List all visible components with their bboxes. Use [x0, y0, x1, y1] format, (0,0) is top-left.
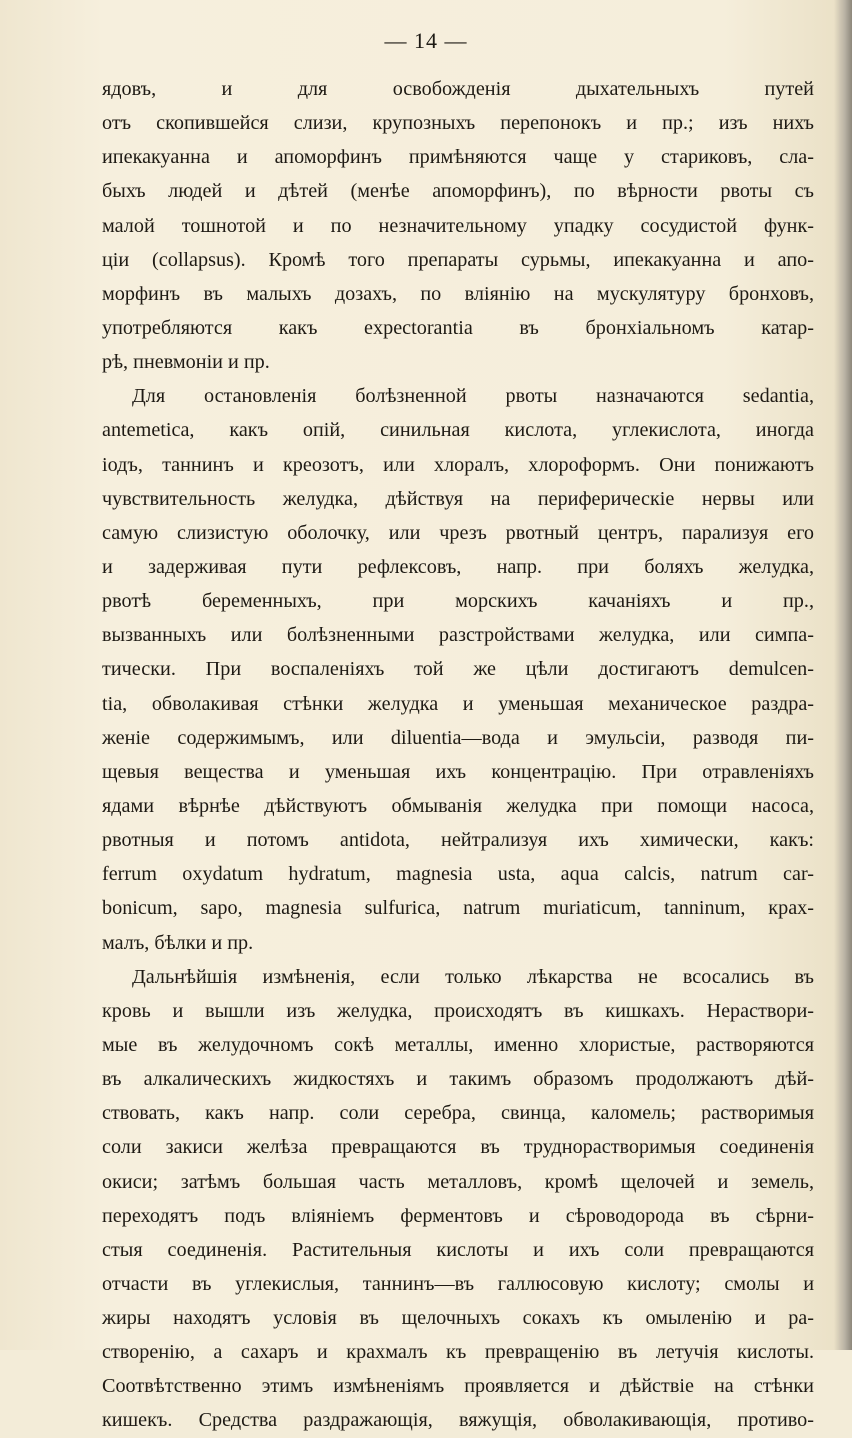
text-line: ствовать, какъ напр. соли серебра, свинца, каломель; растворимыя: [102, 1102, 814, 1125]
text-line: отъ скопившейся слизи, крупозныхъ перепонокъ и пр.; изъ нихъ: [102, 112, 814, 135]
text-line: переходятъ подъ влiянiемъ ферментовъ и сѣроводорода въ сѣрни-: [102, 1204, 814, 1227]
text-line: соли закиси желѣза превращаются въ труднорастворимыя соединенiя: [102, 1136, 814, 1159]
text-line: створенiю, а сахаръ и крахмалъ къ превращенiю въ летучiя кислоты.: [102, 1341, 814, 1364]
text-line: tia, обволакивая стѣнки желудка и уменьшая механическое раздра-: [102, 692, 814, 715]
text-line: ипекакуанна и апоморфинъ примѣняются чаще у стариковъ, сла-: [102, 146, 814, 169]
text-line: bonicum, sapo, magnesia sulfurica, natrum muriaticum, tanninum, крах-: [102, 897, 814, 920]
text-line: чувствительность желудка, дѣйствуя на периферическiе нервы или: [102, 487, 814, 510]
text-line: Соотвѣтственно этимъ измѣненiямъ проявляется и дѣйствiе на стѣнки: [102, 1375, 814, 1398]
text-line: въ алкалическихъ жидкостяхъ и такимъ образомъ продолжаютъ дѣй-: [102, 1068, 814, 1091]
text-line: быхъ людей и дѣтей (менѣе апоморфинъ), по вѣрности рвоты съ: [102, 180, 814, 203]
text-line: Дальнѣйшiя измѣненiя, если только лѣкарства не всосались въ: [132, 965, 814, 988]
text-line: женiе содержимымъ, или diluentia—вода и эмульсiи, разводя пи-: [102, 726, 814, 749]
text-line: Для остановленiя болѣзненной рвоты назначаются sedantia,: [132, 385, 814, 408]
text-line: кровь и вышли изъ желудка, происходятъ въ кишкахъ. Нераствори-: [102, 999, 814, 1022]
text-line: вызванныхъ или болѣзненными разстройствами желудка, или симпа-: [102, 624, 814, 647]
body-text: [102, 72, 814, 1438]
text-line: тически. При воспаленiяхъ той же цѣли достигаютъ demulcen-: [102, 658, 814, 681]
text-line: малъ, бѣлки и пр.: [102, 931, 254, 954]
text-line: морфинъ въ малыхъ дозахъ, по влiянiю на мускулятуру бронховъ,: [102, 282, 814, 305]
page-number: — 14 —: [384, 28, 468, 53]
text-line: рвотѣ беременныхъ, при морскихъ качанiяхъ и пр.,: [102, 590, 814, 613]
text-line: цiи (collapsus). Кромѣ того препараты сурьмы, ипекакуанна и апо-: [102, 248, 814, 271]
text-line: жиры находятъ условiя въ щелочныхъ сокахъ къ омыленiю и ра-: [102, 1307, 814, 1330]
text-line: самую слизистую оболочку, или чрезъ рвотный центръ, парализуя его: [102, 521, 814, 544]
text-line: iодъ, таннинъ и креозотъ, или хлоралъ, хлороформъ. Они понижаютъ: [102, 453, 814, 476]
text-line: рѣ, пневмонiи и пр.: [102, 351, 270, 374]
text-line: малой тошнотой и по незначительному упадку сосудистой функ-: [102, 214, 814, 237]
text-line: рвотныя и потомъ antidota, нейтрализуя ихъ химически, какъ:: [102, 829, 814, 852]
text-line: окиси; затѣмъ большая часть металловъ, кромѣ щелочей и земель,: [102, 1170, 814, 1193]
text-line: ядовъ, и для освобожденiя дыхательныхъ путей: [102, 78, 814, 100]
text-line: и задерживая пути рефлексовъ, напр. при боляхъ желудка,: [102, 555, 814, 578]
text-line: щевыя вещества и уменьшая ихъ концентрацiю. При отравленiяхъ: [102, 760, 814, 783]
text-line: ядами вѣрнѣе дѣйствуютъ обмыванiя желудка при помощи насоса,: [102, 794, 814, 817]
text-line: ferrum oxydatum hydratum, magnesia usta, aqua calcis, natrum car-: [102, 863, 814, 886]
text-line: кишекъ. Средства раздражающiя, вяжущiя, обволакивающiя, противо-: [102, 1409, 814, 1432]
text-line: antemetica, какъ опiй, синильная кислота, углекислота, иногда: [102, 419, 814, 442]
text-line: стыя соединенiя. Растительныя кислоты и ихъ соли превращаются: [102, 1238, 814, 1261]
text-line: мые въ желудочномъ сокѣ металлы, именно хлористые, растворяются: [102, 1033, 814, 1056]
text-line: употребляются какъ expectorantia въ бронхiальномъ катар-: [102, 316, 814, 339]
text-line: отчасти въ углекислыя, таннинъ—въ галлюсовую кислоту; смолы и: [102, 1272, 814, 1295]
page-edge-shadow: [834, 0, 852, 1350]
